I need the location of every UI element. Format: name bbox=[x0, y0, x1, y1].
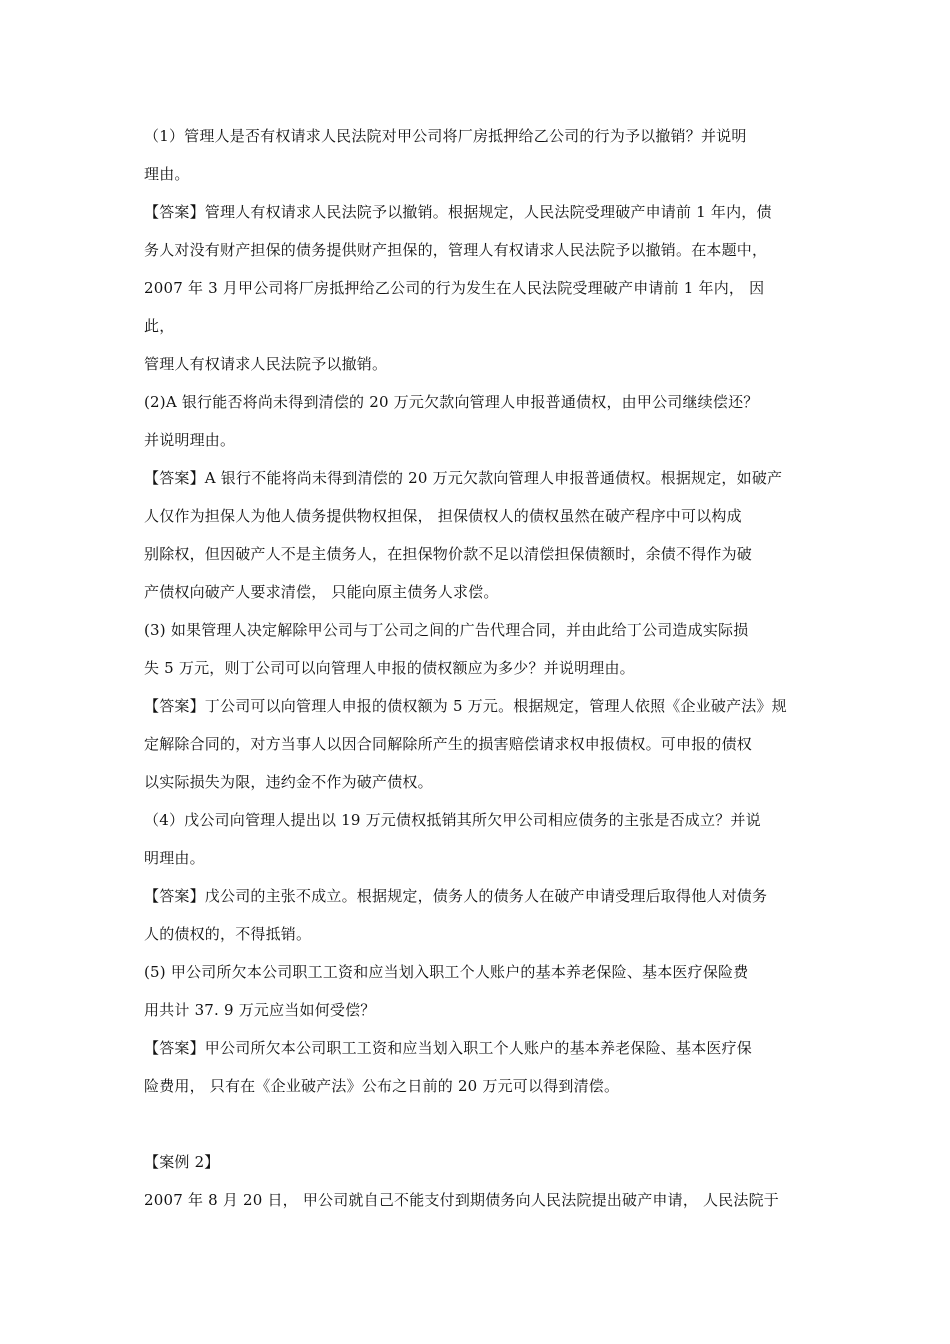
answer-2-line-2: 人仅作为担保人为他人债务提供物权担保， 担保债权人的债权虽然在破产程序中可以构成 bbox=[144, 507, 742, 525]
answer-1-line-1: 【答案】管理人有权请求人民法院予以撤销。根据规定，人民法院受理破产申请前 1 年内，债 bbox=[144, 203, 772, 221]
answer-2-line-3: 别除权，但因破产人不是主债务人，在担保物价款不足以清偿担保债额时，余债不得作为破 bbox=[144, 545, 753, 563]
answer-1-line-3: 2007 年 3 月甲公司将厂房抵押给乙公司的行为发生在人民法院受理破产申请前 1 年内， 因 bbox=[144, 279, 765, 297]
answer-5-line-1: 【答案】甲公司所欠本公司职工工资和应当划入职工个人账户的基本养老保险、基本医疗保 bbox=[144, 1039, 753, 1057]
question-1-line-2: 理由。 bbox=[144, 165, 190, 183]
question-2-line-1: (2)A 银行能否将尚未得到清偿的 20 万元欠款向管理人申报普通债权，由甲公司继续偿还？ bbox=[144, 393, 759, 411]
case-2-heading: 【案例 2】 bbox=[144, 1153, 220, 1171]
answer-2-line-1: 【答案】A 银行不能将尚未得到清偿的 20 万元欠款向管理人申报普通债权。根据规定，如破产 bbox=[144, 469, 783, 487]
answer-1-line-2: 务人对没有财产担保的债务提供财产担保的，管理人有权请求人民法院予以撤销。在本题中， bbox=[144, 241, 768, 259]
answer-2-line-4: 产债权向破产人要求清偿， 只能向原主债务人求偿。 bbox=[144, 583, 499, 601]
question-4-line-2: 明理由。 bbox=[144, 849, 205, 867]
question-3-line-2: 失 5 万元，则丁公司可以向管理人申报的债权额应为多少？并说明理由。 bbox=[144, 659, 635, 677]
answer-5-line-2: 险费用， 只有在《企业破产法》公布之日前的 20 万元可以得到清偿。 bbox=[144, 1077, 620, 1095]
question-2-line-2: 并说明理由。 bbox=[144, 431, 236, 449]
answer-4-line-2: 人的债权的，不得抵销。 bbox=[144, 925, 312, 943]
question-4-line-1: （4）戊公司向管理人提出以 19 万元债权抵销其所欠甲公司相应债务的主张是否成立？并说 bbox=[144, 811, 761, 829]
answer-3-line-2: 定解除合同的，对方当事人以因合同解除所产生的损害赔偿请求权申报债权。可申报的债权 bbox=[144, 735, 753, 753]
answer-3-line-1: 【答案】丁公司可以向管理人申报的债权额为 5 万元。根据规定，管理人依照《企业破产法》规 bbox=[144, 697, 787, 715]
answer-3-line-3: 以实际损失为限，违约金不作为破产债权。 bbox=[144, 773, 433, 791]
question-5-line-1: (5) 甲公司所欠本公司职工工资和应当划入职工个人账户的基本养老保险、基本医疗保险费 bbox=[144, 963, 749, 981]
answer-4-line-1: 【答案】戊公司的主张不成立。根据规定，债务人的债务人在破产申请受理后取得他人对债务 bbox=[144, 887, 768, 905]
question-5-line-2: 用共计 37. 9 万元应当如何受偿？ bbox=[144, 1001, 376, 1019]
case-2-line-1: 2007 年 8 月 20 日， 甲公司就自己不能支付到期债务向人民法院提出破产申请， 人民法院于 bbox=[144, 1191, 779, 1209]
question-3-line-1: (3) 如果管理人决定解除甲公司与丁公司之间的广告代理合同，并由此给丁公司造成实际损 bbox=[144, 621, 749, 639]
question-1-line-1: （1）管理人是否有权请求人民法院对甲公司将厂房抵押给乙公司的行为予以撤销？并说明 bbox=[144, 127, 747, 145]
answer-1-line-5: 管理人有权请求人民法院予以撤销。 bbox=[144, 355, 388, 373]
answer-1-line-4: 此， bbox=[144, 317, 175, 335]
